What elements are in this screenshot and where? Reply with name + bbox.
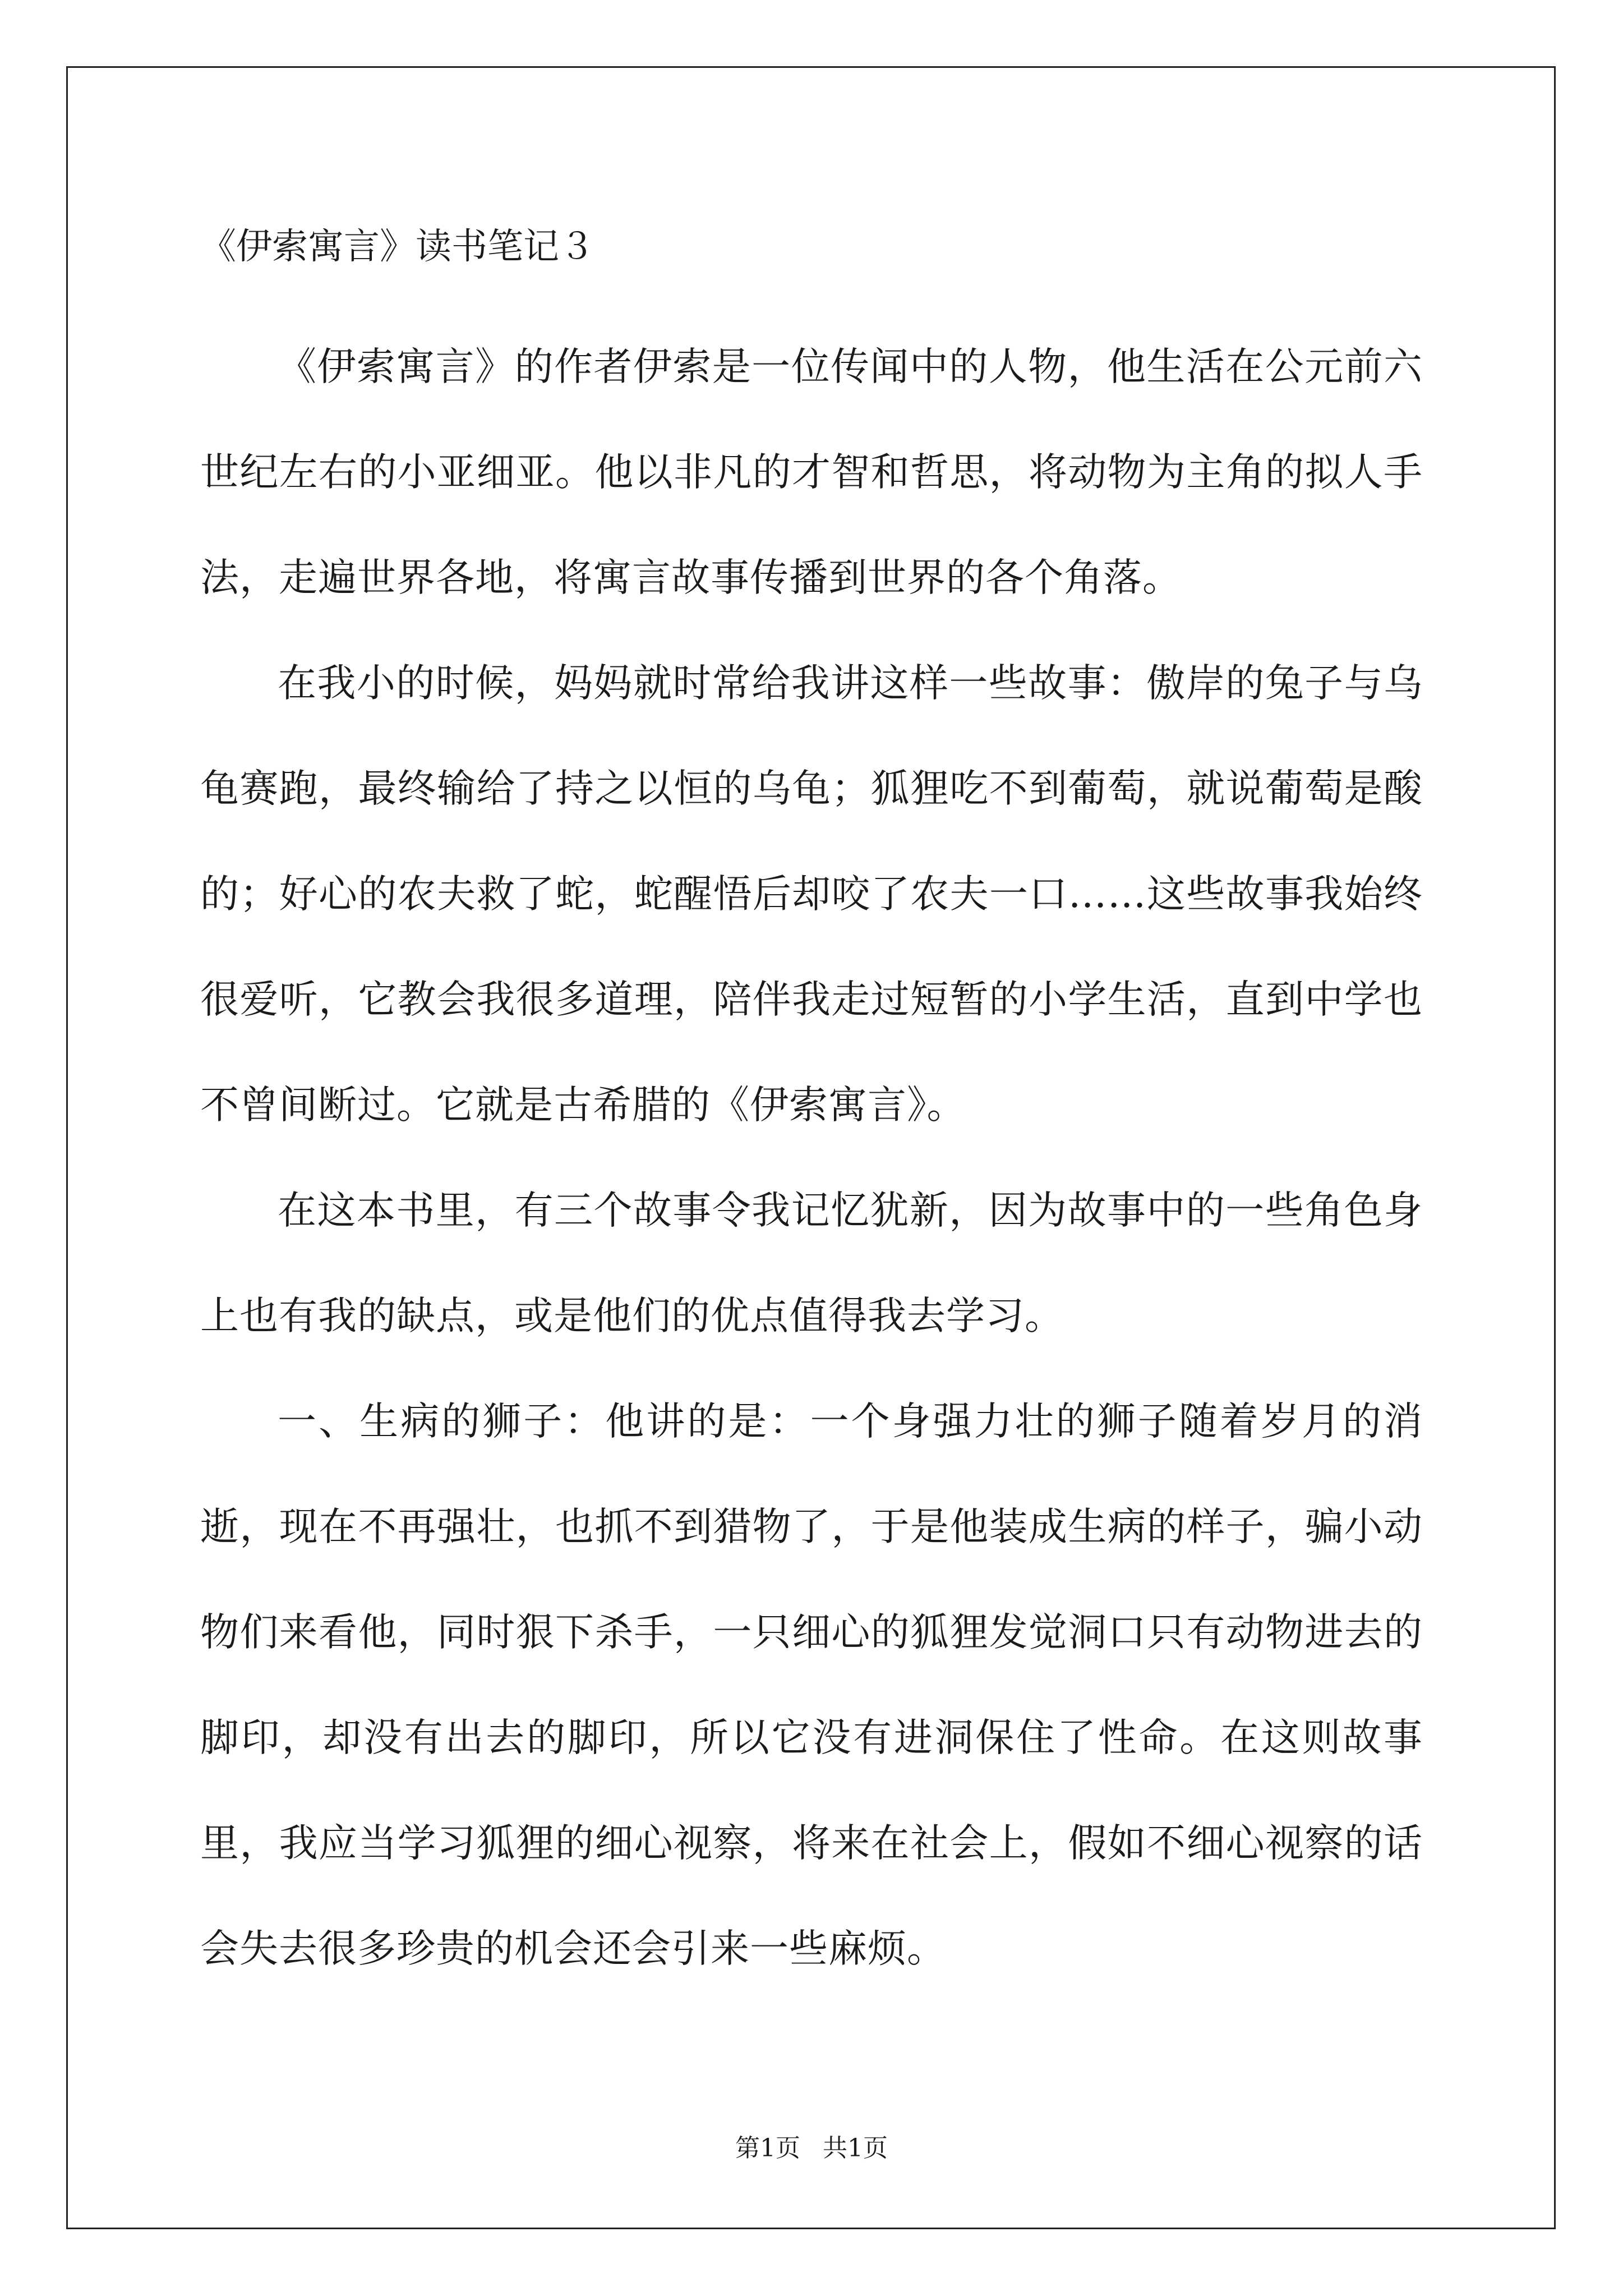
paragraph-2: 在我小的时候，妈妈就时常给我讲这样一些故事：傲岸的兔子与乌龟赛跑，最终输给了持之以恒的乌龟；狐狸吃不到葡萄，就说葡萄是酸的；好心的农夫救了蛇，蛇醒悟后却咬了农夫一口……这些故事我始终很爱听，它教会我很多道理，陪伴我走过短暂的小学生活，直到中学也不曾间断过。它就是古希腊的《伊索寓言》。 [200, 661, 1423, 1128]
paragraph-3: 在这本书里，有三个故事令我记忆犹新，因为故事中的一些角色身上也有我的缺点，或是他们的优点值得我去学习。 [200, 1188, 1423, 1338]
paragraph-1: 《伊索寓言》的作者伊索是一位传闻中的人物，他生活在公元前六世纪左右的小亚细亚。他以非凡的才智和哲思，将动物为主角的拟人手法，走遍世界各地，将寓言故事传播到世界的各个角落。 [200, 344, 1423, 600]
page-number-total: 共1页 [823, 2134, 888, 2162]
page-footer [0, 2132, 1623, 2165]
page-number-current: 第1页 [735, 2134, 800, 2162]
document-body [200, 314, 1423, 2001]
paragraph-4: 一、生病的狮子：他讲的是：一个身强力壮的狮子随着岁月的消逝，现在不再强壮，也抓不到猎物了，于是他装成生病的样子，骗小动物们来看他，同时狠下杀手，一只细心的狐狸发觉洞口只有动物进去的脚印，却没有出去的脚印，所以它没有进洞保住了性命。在这则故事里，我应当学习狐狸的细心视察，将来在社会上，假如不细心视察的话会失去很多珍贵的机会还会引来一些麻烦。 [200, 1399, 1423, 1971]
document-title: 《伊索寓言》读书笔记３ [200, 226, 595, 268]
